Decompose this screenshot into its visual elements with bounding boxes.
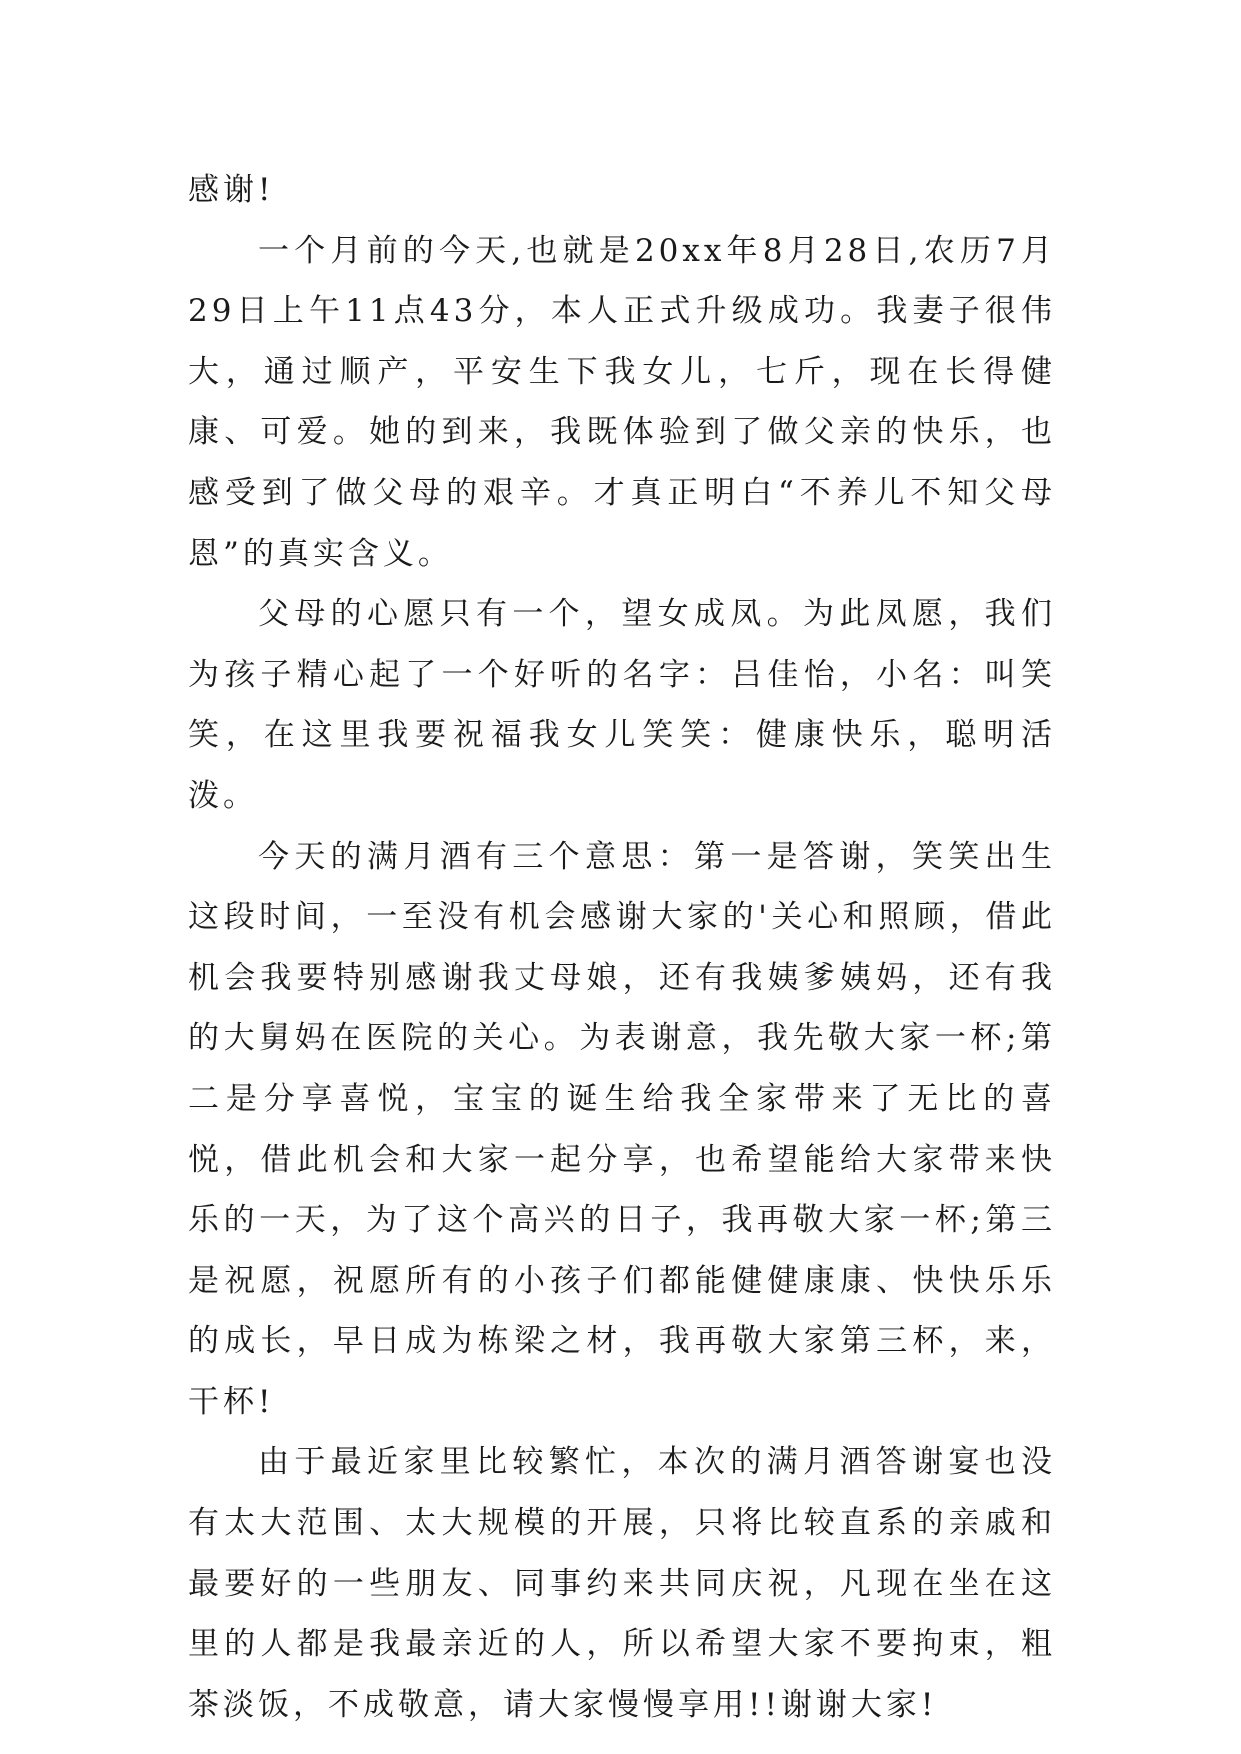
paragraph-three-toasts: 今天的满月酒有三个意思：第一是答谢，笑笑出生这段时间，一至没有机会感谢大家的'关心和照顾，借此机会我要特别感谢我丈母娘，还有我姨爹姨妈，还有我的大舅妈在医院的关心。为表谢意，我先敬大家一杯;第二是分享喜悦，宝宝的诞生给我全家带来了无比的喜悦，借此机会和大家一起分享，也希望能给大家带来快乐的一天，为了这个高兴的日子，我再敬大家一杯;第三是祝愿，祝愿所有的小孩子们都能健健康康、快快乐乐的成长，早日成为栋梁之材，我再敬大家第三杯，来，干杯!	[188, 838, 1056, 1420]
paragraph-continued: 感谢!	[188, 172, 275, 208]
paragraph-birth-announcement: 一个月前的今天,也就是20xx年8月28日,农历7月29日上午11点43分，本人正式升级成功。我妻子很伟大，通过顺产，平安生下我女儿，七斤，现在长得健康、可爱。她的到来，我既体验到了做父亲的快乐，也感受到了做父母的艰辛。才真正明白“不养儿不知父母恩”的真实含义。	[188, 232, 1056, 572]
paragraph-naming: 父母的心愿只有一个，望女成凤。为此凤愿，我们为孩子精心起了一个好听的名字：吕佳怡，小名：叫笑笑，在这里我要祝福我女儿笑笑：健康快乐，聪明活泼。	[188, 596, 1056, 814]
paragraph-closing-thanks: 由于最近家里比较繁忙，本次的满月酒答谢宴也没有太大范围、太大规模的开展，只将比较直系的亲戚和最要好的一些朋友、同事约来共同庆祝，凡现在坐在这里的人都是我最亲近的人，所以希望大家不要拘束，粗茶淡饭，不成敬意，请大家慢慢享用!!谢谢大家!	[188, 1444, 1056, 1723]
document-body	[188, 160, 1056, 1735]
